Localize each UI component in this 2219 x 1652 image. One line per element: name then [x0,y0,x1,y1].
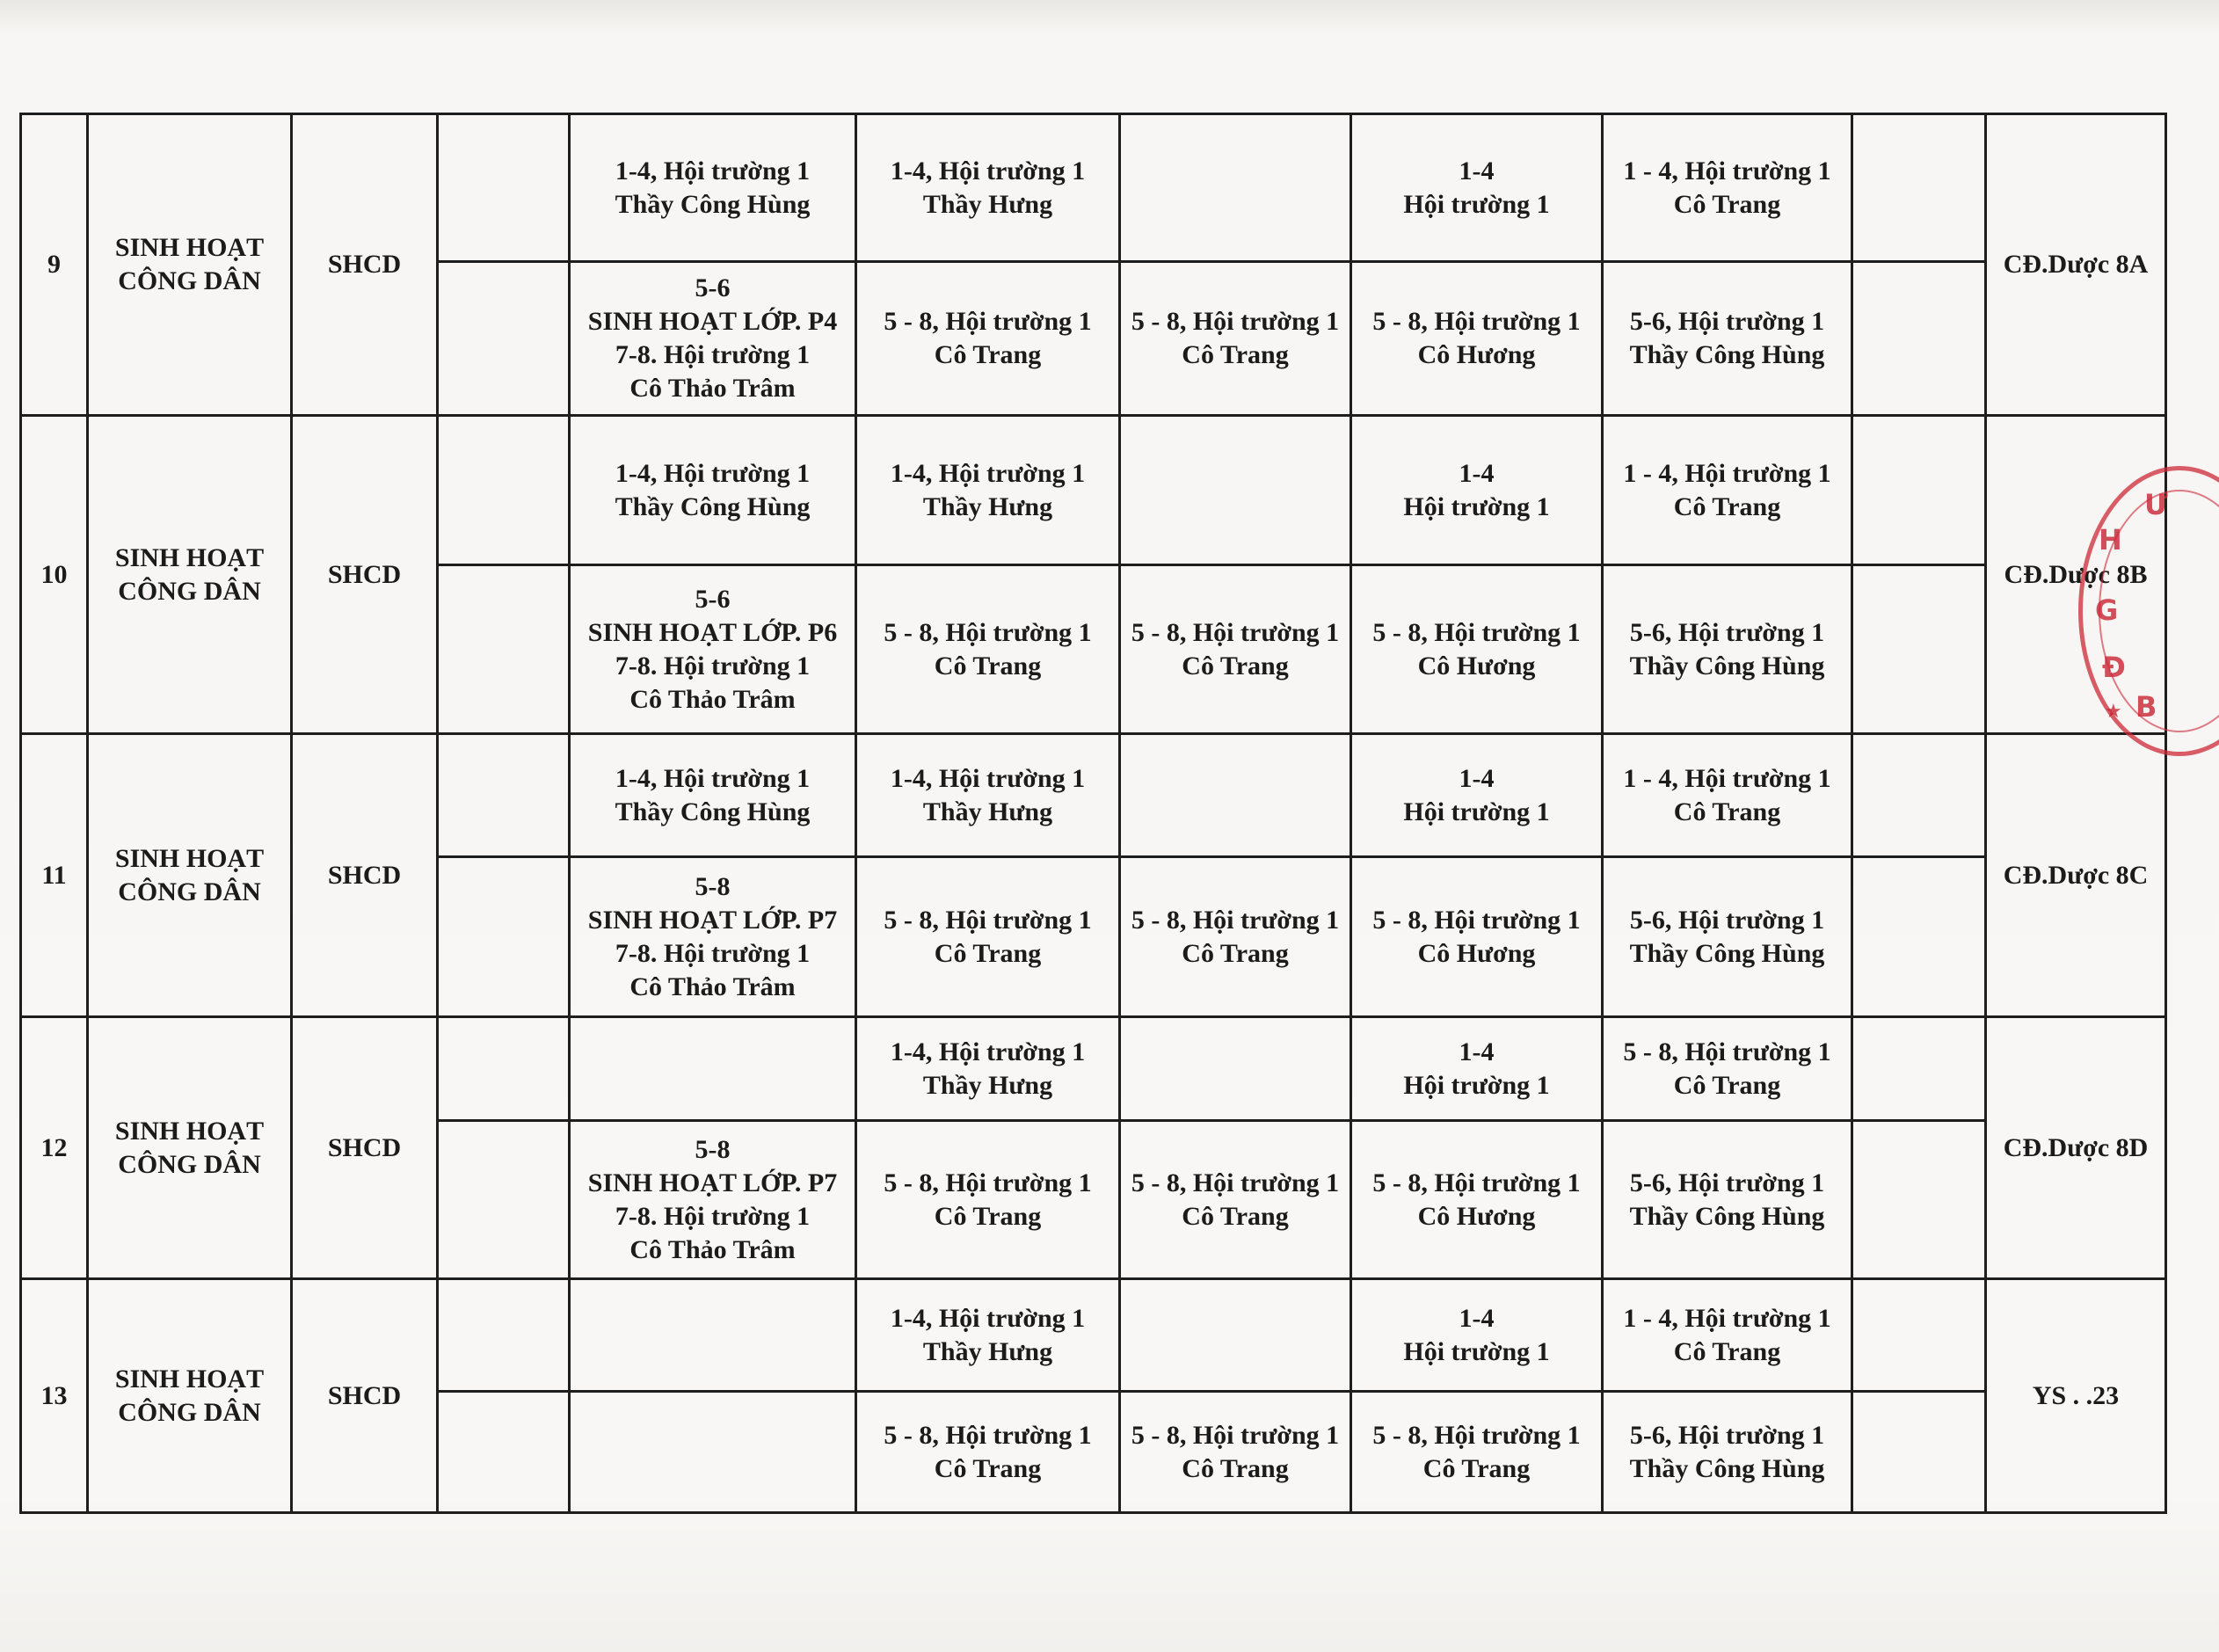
cell-text-line: Cô Trang [934,1453,1042,1483]
subject-code: SHCD [292,1279,438,1513]
schedule-cell [570,1121,856,1279]
schedule-cell [1120,1017,1351,1121]
schedule-cell [438,1017,570,1121]
schedule-cell [856,1392,1120,1513]
cell-text-line: Hội trường 1 [1403,797,1550,826]
cell-text-line: 1 - 4, Hội trường 1 [1623,156,1831,186]
cell-text-line: CÔNG DÂN [118,1397,261,1427]
cell-text-line: Cô Thảo Trâm [629,374,796,403]
schedule-cell [438,734,570,857]
row-number: 13 [21,1279,88,1513]
cell-text-line: 1 - 4, Hội trường 1 [1623,1303,1831,1333]
schedule-cell [570,114,856,262]
cell-text-line: 1-4, Hội trường 1 [890,156,1086,186]
cell-text-line: Cô Trang [1673,491,1781,521]
cell-text-line: Thầy Hưng [922,491,1053,521]
cell-text-line: Thầy Công Hùng [615,797,811,826]
cell-text-line: 5-6, Hội trường 1 [1629,307,1825,336]
schedule-cell [1603,1121,1852,1279]
schedule-cell [1603,1017,1852,1121]
cell-text-line: 1-4 [1459,458,1495,488]
cell-text-line: CÔNG DÂN [118,576,261,606]
schedule-cell [1603,1392,1852,1513]
subject-code: SHCD [292,416,438,734]
cell-text-line: 1-4, Hội trường 1 [615,156,811,186]
cell-text-line: 5 - 8, Hội trường 1 [884,617,1092,647]
subject-code: SHCD [292,734,438,1017]
cell-text-line: 5-6, Hội trường 1 [1629,617,1825,647]
schedule-cell [1120,565,1351,734]
row-number: 11 [21,734,88,1017]
schedule-cell [570,1392,856,1513]
cell-text-line: 5 - 8, Hội trường 1 [1623,1037,1831,1066]
schedule-cell [1852,1279,1986,1392]
schedule-cell [1120,734,1351,857]
cell-text-line: Cô Trang [1673,189,1781,219]
schedule-cell [570,1279,856,1392]
cell-text-line: Cô Thảo Trâm [629,684,796,714]
cell-text-line: 1-4, Hội trường 1 [890,1303,1086,1333]
cell-text-line: 1-4, Hội trường 1 [615,763,811,793]
schedule-cell [1120,114,1351,262]
cell-text-line: 1 - 4, Hội trường 1 [1623,763,1831,793]
cell-text-line: Cô Trang [934,651,1042,680]
schedule-cell [438,1392,570,1513]
cell-text-line: Cô Trang [1673,1336,1781,1366]
stamp-letter: Đ [2102,651,2126,684]
schedule-cell [570,416,856,565]
schedule-cell [1351,1392,1603,1513]
schedule-cell [1120,262,1351,416]
schedule-cell [1351,114,1603,262]
schedule-cell [570,734,856,857]
cell-text-line: Hội trường 1 [1403,491,1550,521]
schedule-cell [1603,114,1852,262]
table-row [21,114,2166,262]
schedule-cell [438,857,570,1017]
cell-text-line: 5 - 8, Hội trường 1 [884,905,1092,935]
schedule-cell [1852,262,1986,416]
schedule-cell [438,114,570,262]
schedule-cell [438,1121,570,1279]
cell-text-line: SINH HOẠT [114,1364,265,1394]
schedule-cell [1603,262,1852,416]
cell-text-line: 5-6 [695,584,731,614]
schedule-cell [1603,416,1852,565]
cell-text-line: 5 - 8, Hội trường 1 [1372,307,1581,336]
subject-code: SHCD [292,1017,438,1279]
cell-text-line: Cô Hương [1417,651,1536,680]
stamp-letter: B [2135,690,2157,724]
cell-text-line: Thầy Công Hùng [615,189,811,219]
cell-text-line: CÔNG DÂN [118,266,261,295]
cell-text-line: 1-4, Hội trường 1 [890,763,1086,793]
schedule-cell [1852,1392,1986,1513]
cell-text-line: CÔNG DÂN [118,1149,261,1179]
schedule-cell [1120,857,1351,1017]
cell-text-line: Cô Hương [1417,1201,1536,1231]
cell-text-line: 1 - 4, Hội trường 1 [1623,458,1831,488]
schedule-cell [1603,565,1852,734]
class-name: CĐ.Dược 8C [1986,734,2166,1017]
class-name: YS . .23 [1986,1279,2166,1513]
schedule-cell [570,857,856,1017]
schedule-cell [438,1279,570,1392]
schedule-cell [570,262,856,416]
cell-text-line: 5 - 8, Hội trường 1 [1372,1168,1581,1197]
cell-text-line: SINH HOẠT LỚP. P7 [587,905,838,935]
schedule-cell [856,1121,1120,1279]
cell-text-line: 5 - 8, Hội trường 1 [1372,1420,1581,1450]
cell-text-line: Hội trường 1 [1403,1070,1550,1100]
table-row [21,734,2166,857]
cell-text-line: 1-4, Hội trường 1 [615,458,811,488]
cell-text-line: 5 - 8, Hội trường 1 [1372,905,1581,935]
cell-text-line: Cô Trang [1422,1453,1531,1483]
schedule-cell [1603,857,1852,1017]
cell-text-line: 5 - 8, Hội trường 1 [1131,617,1340,647]
schedule-cell [1351,857,1603,1017]
cell-text-line: Thầy Công Hùng [1629,1453,1825,1483]
cell-text-line: Hội trường 1 [1403,189,1550,219]
cell-text-line: Thầy Công Hùng [1629,340,1825,369]
schedule-cell [570,1017,856,1121]
cell-text-line: Cô Hương [1417,938,1536,968]
cell-text-line: SINH HOẠT [114,542,265,572]
schedule-cell [856,734,1120,857]
subject-name [88,114,292,416]
cell-text-line: Thầy Công Hùng [1629,1201,1825,1231]
cell-text-line: 7-8. Hội trường 1 [615,651,811,680]
schedule-cell [856,416,1120,565]
schedule-cell [856,1279,1120,1392]
table-row [21,416,2166,565]
subject-name [88,734,292,1017]
table-row [21,1279,2166,1392]
cell-text-line: Cô Trang [934,340,1042,369]
schedule-cell [1852,734,1986,857]
cell-text-line: Thầy Công Hùng [1629,651,1825,680]
schedule-cell [1351,565,1603,734]
cell-text-line: Hội trường 1 [1403,1336,1550,1366]
cell-text-line: Thầy Hưng [922,797,1053,826]
schedule-cell [1852,857,1986,1017]
schedule-cell [1351,262,1603,416]
row-number: 10 [21,416,88,734]
cell-text-line: Cô Trang [1182,938,1289,968]
schedule-cell [856,114,1120,262]
cell-text-line: 5 - 8, Hội trường 1 [1372,617,1581,647]
schedule-cell [1351,1017,1603,1121]
schedule-cell [856,857,1120,1017]
schedule-cell [1603,1279,1852,1392]
schedule-cell [1852,416,1986,565]
cell-text-line: 1-4, Hội trường 1 [890,458,1086,488]
schedule-table [19,113,2167,1514]
cell-text-line: 7-8. Hội trường 1 [615,1201,811,1231]
schedule-cell [438,565,570,734]
class-name: CĐ.Dược 8B [1986,416,2166,734]
stamp-letter: Ư [2144,488,2168,521]
cell-text-line: Cô Trang [1182,1201,1289,1231]
cell-text-line: 5 - 8, Hội trường 1 [1131,1420,1340,1450]
schedule-cell [438,416,570,565]
cell-text-line: SINH HOẠT LỚP. P7 [587,1168,838,1197]
schedule-cell [856,262,1120,416]
subject-name [88,1017,292,1279]
stamp-letter: H [2099,523,2122,557]
stamp-star-icon: ★ [2105,701,2122,723]
cell-text-line: 5 - 8, Hội trường 1 [884,1420,1092,1450]
cell-text-line: 1-4 [1459,156,1495,186]
cell-text-line: SINH HOẠT [114,1116,265,1146]
schedule-cell [1120,416,1351,565]
schedule-cell [1120,1392,1351,1513]
cell-text-line: Cô Trang [1673,1070,1781,1100]
schedule-cell [438,262,570,416]
cell-text-line: Cô Trang [1182,651,1289,680]
row-number: 12 [21,1017,88,1279]
cell-text-line: 5 - 8, Hội trường 1 [884,307,1092,336]
cell-text-line: 1-4 [1459,763,1495,793]
stamp-letter: G [2095,593,2119,627]
cell-text-line: CÔNG DÂN [118,877,261,906]
cell-text-line: 1-4 [1459,1037,1495,1066]
cell-text-line: Cô Hương [1417,340,1536,369]
cell-text-line: 7-8. Hội trường 1 [615,938,811,968]
cell-text-line: 1-4 [1459,1303,1495,1333]
cell-text-line: 5-6, Hội trường 1 [1629,1168,1825,1197]
subject-name [88,416,292,734]
schedule-cell [856,565,1120,734]
cell-text-line: 5-6, Hội trường 1 [1629,905,1825,935]
schedule-cell [1603,734,1852,857]
cell-text-line: Thầy Hưng [922,1070,1053,1100]
schedule-cell [1120,1121,1351,1279]
cell-text-line: Cô Trang [934,938,1042,968]
schedule-cell [1351,416,1603,565]
cell-text-line: 5 - 8, Hội trường 1 [1131,307,1340,336]
class-name: CĐ.Dược 8D [1986,1017,2166,1279]
cell-text-line: 5-8 [695,871,731,901]
cell-text-line: 5-8 [695,1134,731,1164]
schedule-cell [1351,734,1603,857]
schedule-cell [1852,565,1986,734]
schedule-cell [1351,1279,1603,1392]
cell-text-line: 1-4, Hội trường 1 [890,1037,1086,1066]
schedule-cell [1351,1121,1603,1279]
cell-text-line: Thầy Hưng [922,189,1053,219]
cell-text-line: Cô Trang [1182,340,1289,369]
cell-text-line: 5 - 8, Hội trường 1 [884,1168,1092,1197]
cell-text-line: 5 - 8, Hội trường 1 [1131,1168,1340,1197]
schedule-cell [856,1017,1120,1121]
cell-text-line: SINH HOẠT LỚP. P6 [587,617,838,647]
cell-text-line: 5 - 8, Hội trường 1 [1131,905,1340,935]
cell-text-line: Cô Trang [1673,797,1781,826]
cell-text-line: Cô Trang [934,1201,1042,1231]
cell-text-line: 5-6 [695,273,731,302]
schedule-cell [1120,1279,1351,1392]
cell-text-line: Thầy Công Hùng [1629,938,1825,968]
cell-text-line: 5-6, Hội trường 1 [1629,1420,1825,1450]
schedule-cell [1852,1121,1986,1279]
cell-text-line: 7-8. Hội trường 1 [615,340,811,369]
cell-text-line: Cô Trang [1182,1453,1289,1483]
cell-text-line: SINH HOẠT LỚP. P4 [587,307,838,336]
subject-code: SHCD [292,114,438,416]
cell-text-line: Thầy Hưng [922,1336,1053,1366]
cell-text-line: Cô Thảo Trâm [629,972,796,1001]
cell-text-line: SINH HOẠT [114,233,265,262]
cell-text-line: Thầy Công Hùng [615,491,811,521]
subject-name [88,1279,292,1513]
row-number: 9 [21,114,88,416]
schedule-cell [1852,114,1986,262]
schedule-cell [1852,1017,1986,1121]
class-name: CĐ.Dược 8A [1986,114,2166,416]
cell-text-line: SINH HOẠT [114,843,265,873]
schedule-cell [570,565,856,734]
cell-text-line: Cô Thảo Trâm [629,1234,796,1264]
table-row [21,1017,2166,1121]
